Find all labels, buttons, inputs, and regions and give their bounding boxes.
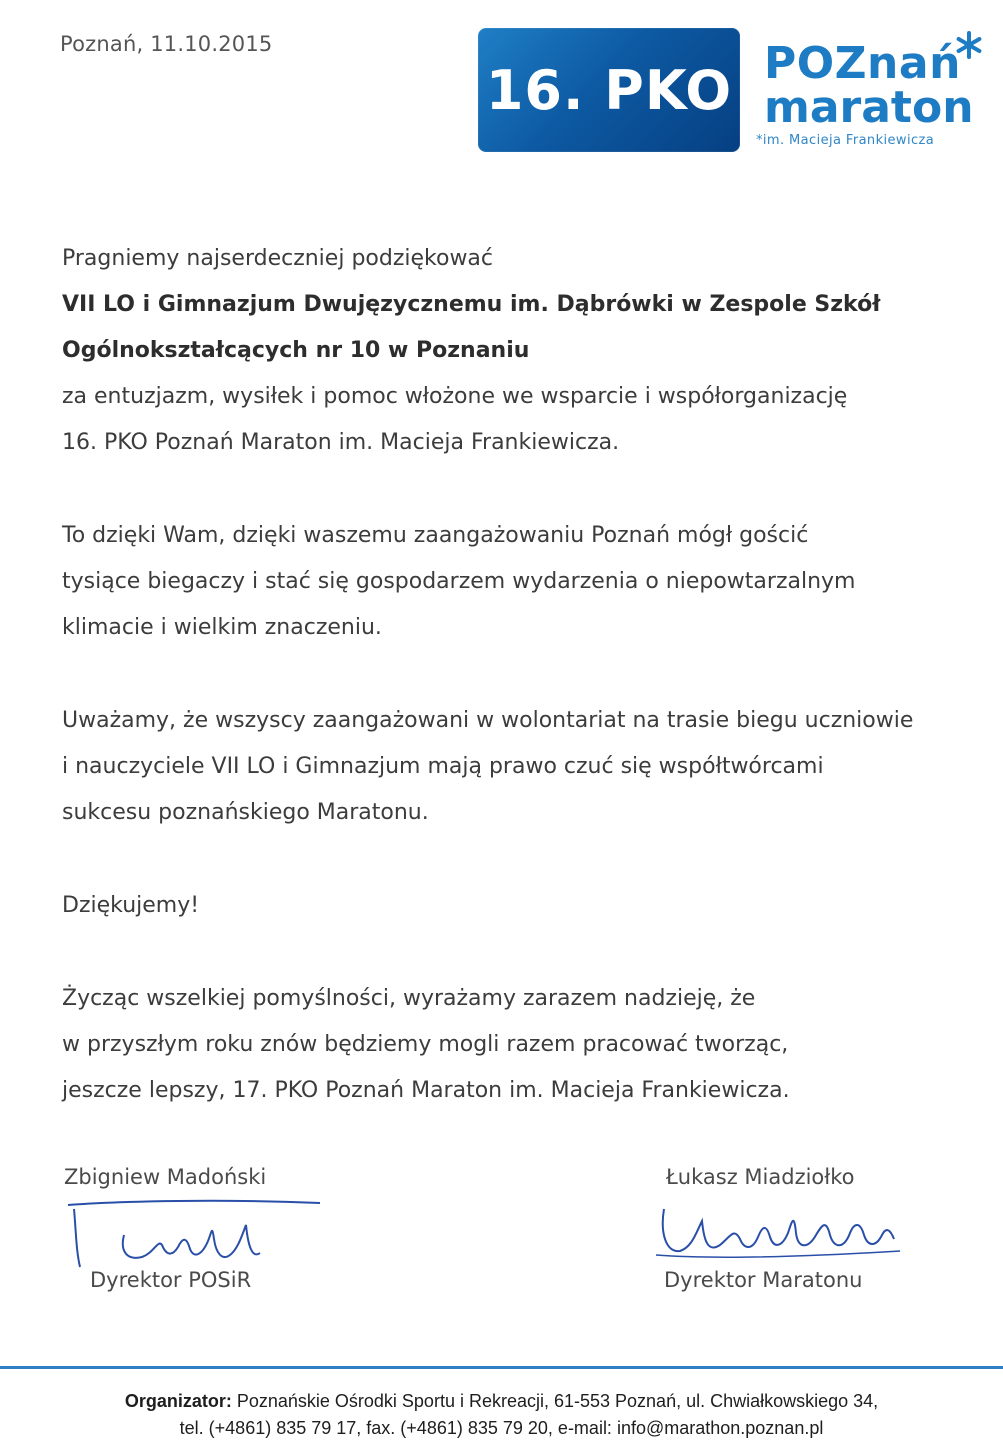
- handwritten-signature-right: [650, 1193, 920, 1273]
- paragraph-2-line-1: To dzięki Wam, dzięki waszemu zaangażowaniu Poznań mógł gościć: [62, 523, 809, 548]
- paragraph-2-line-3: klimacie i wielkim znaczeniu.: [62, 615, 382, 640]
- paragraph-3-line-1: Uważamy, że wszyscy zaangażowani w wolontariat na trasie biegu uczniowie: [62, 708, 914, 733]
- recipient-line-2: Ogólnokształcących nr 10 w Poznaniu: [62, 338, 530, 363]
- footer-contact: tel. (+4861) 835 79 17, fax. (+4861) 835 79 20, e-mail: info@marathon.poznan.pl: [179, 1418, 824, 1438]
- poznan-maraton-logo: [752, 28, 992, 158]
- closing-line-2: w przyszłym roku znów będziemy mogli razem pracować tworząc,: [62, 1032, 789, 1057]
- footer-label: Organizator:: [124, 1391, 232, 1411]
- letter-body: [62, 236, 952, 1114]
- thank-you-line: Dziękujemy!: [62, 893, 200, 918]
- event-badge: [478, 28, 740, 152]
- signatory-role: Dyrektor POSiR: [90, 1268, 252, 1292]
- closing-line-3: jeszcze lepszy, 17. PKO Poznań Maraton im. Macieja Frankiewicza.: [62, 1078, 790, 1103]
- handwritten-signature-left: [62, 1195, 332, 1275]
- closing-line-1: Życząc wszelkiej pomyślności, wyrażamy zarazem nadzieję, że: [62, 986, 756, 1011]
- signatory-role: Dyrektor Maratonu: [664, 1268, 863, 1292]
- star-icon: [954, 30, 984, 60]
- logo-line-poznan: POZnań: [764, 38, 961, 89]
- intro-line: Pragniemy najserdeczniej podziękować: [62, 246, 494, 271]
- signature-block-left: [62, 1165, 362, 1315]
- event-badge-text: 16. PKO: [485, 58, 733, 122]
- signatory-name: Zbigniew Madoński: [64, 1165, 267, 1189]
- footer-divider: [0, 1366, 1003, 1369]
- footer-address: Poznańskie Ośrodki Sportu i Rekreacji, 61-553 Poznań, ul. Chwiałkowskiego 34,: [236, 1391, 879, 1411]
- footer-line-1: [0, 1388, 1003, 1415]
- footer: [0, 1388, 1003, 1442]
- paragraph-3-line-3: sukcesu poznańskiego Maratonu.: [62, 800, 429, 825]
- letter-date: Poznań, 11.10.2015: [60, 32, 273, 56]
- thanks-line-2: 16. PKO Poznań Maraton im. Macieja Frankiewicza.: [62, 430, 620, 455]
- recipient-line-1: VII LO i Gimnazjum Dwujęzycznemu im. Dąbrówki w Zespole Szkół: [62, 292, 881, 317]
- thanks-line-1: za entuzjazm, wysiłek i pomoc włożone we wsparcie i współorganizację: [62, 384, 848, 409]
- signature-block-right: [650, 1165, 950, 1315]
- paragraph-2-line-2: tysiące biegaczy i stać się gospodarzem wydarzenia o niepowtarzalnym: [62, 569, 856, 594]
- logo-line-maraton: maraton: [764, 82, 974, 133]
- logo-subtitle: *im. Macieja Frankiewicza: [756, 133, 935, 148]
- paragraph-3-line-2: i nauczyciele VII LO i Gimnazjum mają prawo czuć się współtwórcami: [62, 754, 824, 779]
- signatory-name: Łukasz Miadziołko: [666, 1165, 855, 1189]
